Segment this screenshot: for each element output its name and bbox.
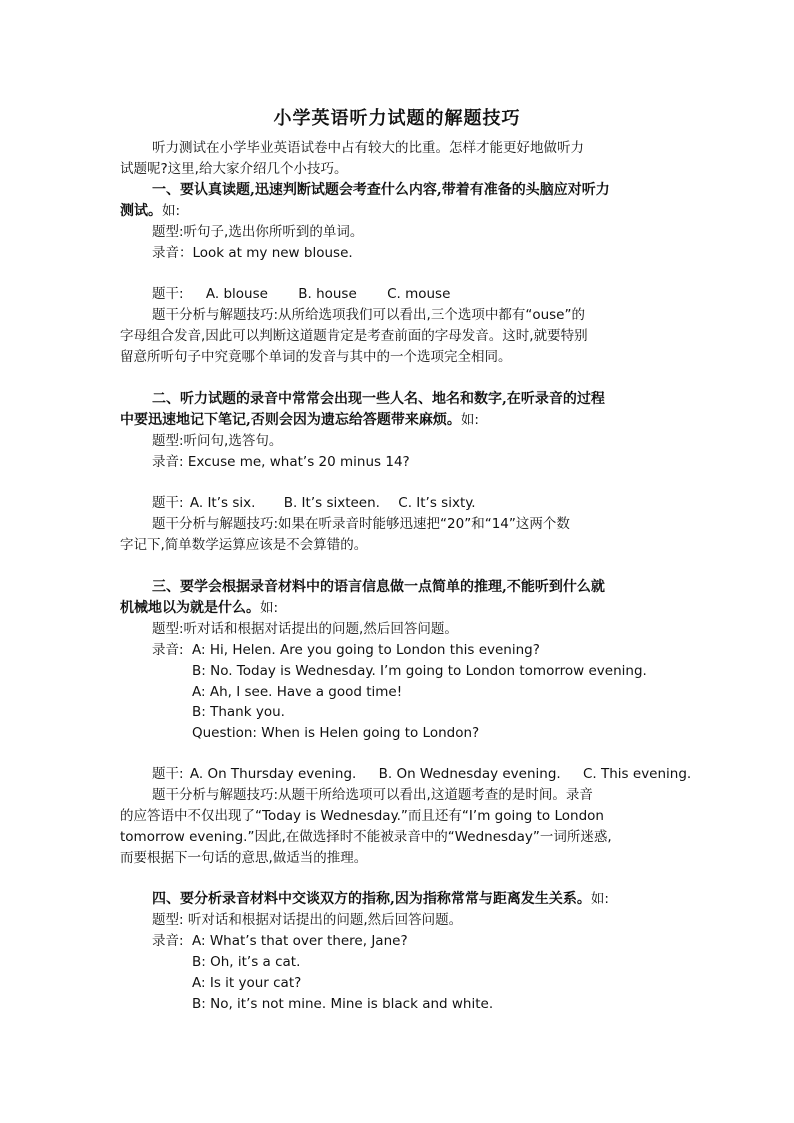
s3-dialog-line: B: No. Today is Wednesday. I’m going to London tomorrow evening.	[192, 663, 647, 679]
s2-option-b: B. It’s sixteen.	[283, 495, 380, 511]
s1-heading-tail: 如:	[162, 203, 181, 219]
s4-dialog-line: B: Oh, it’s a cat.	[192, 954, 301, 970]
s2-analysis-line-1: 题干分析与解题技巧:如果在听录音时能够迅速把“20”和“14”这两个数	[152, 516, 570, 532]
s3-option-c: C. This evening.	[583, 766, 692, 782]
s2-stem	[152, 493, 476, 513]
s2-heading-line-2	[120, 410, 479, 430]
s2-question-type: 题型:听问句,选答句。	[152, 433, 283, 449]
s4-dialog-line: A: What’s that over there, Jane?	[192, 933, 408, 949]
s3-analysis-line-3: tomorrow evening.”因此,在做选择时不能被录音中的“Wednesday”一词所迷惑,	[120, 829, 612, 845]
s1-heading-bold: 测试。	[120, 203, 162, 219]
s1-option-b: B. house	[298, 286, 357, 302]
s1-stem	[152, 284, 450, 304]
intro-line-2: 试题呢?这里,给大家介绍几个小技巧。	[120, 161, 348, 177]
s3-heading-tail: 如:	[260, 600, 279, 616]
s3-dialog-question: Question: When is Helen going to London?	[192, 725, 480, 741]
s1-analysis-line-3: 留意所听句子中究竟哪个单词的发音与其中的一个选项完全相同。	[120, 349, 512, 365]
s3-dialog-line: A: Hi, Helen. Are you going to London this evening?	[192, 642, 540, 658]
s4-dialog-line: B: No, it’s not mine. Mine is black and white.	[192, 996, 494, 1012]
s1-stem-label: 题干:	[152, 286, 184, 302]
s1-heading-line-2	[120, 201, 180, 221]
s3-analysis-line-4: 而要根据下一句话的意思,做适当的推理。	[120, 850, 368, 866]
s3-option-b: B. On Wednesday evening.	[378, 766, 561, 782]
s2-audio: 录音: Excuse me, what’s 20 minus 14?	[152, 454, 410, 470]
s1-analysis-line-1: 题干分析与解题技巧:从所给选项我们可以看出,三个选项中都有“ouse”的	[152, 307, 585, 323]
s4-audio-label: 录音:	[152, 933, 184, 949]
s2-heading-tail: 如:	[460, 412, 479, 428]
s3-audio-label: 录音:	[152, 642, 184, 658]
s1-analysis-line-2: 字母组合发音,因此可以判断这道题肯定是考查前面的字母发音。这时,就要特别	[120, 328, 588, 344]
s2-option-a: A. It’s six.	[189, 495, 256, 511]
s3-heading-line-1: 三、要学会根据录音材料中的语言信息做一点简单的推理,不能听到什么就	[152, 579, 605, 595]
s3-heading-bold: 机械地以为就是什么。	[120, 600, 260, 616]
s3-analysis-line-1: 题干分析与解题技巧:从题干所给选项可以看出,这道题考查的是时间。录音	[152, 787, 593, 803]
s3-stem	[152, 764, 691, 784]
s3-question-type: 题型:听对话和根据对话提出的问题,然后回答问题。	[152, 621, 458, 637]
s1-heading-line-1: 一、要认真读题,迅速判断试题会考查什么内容,带着有准备的头脑应对听力	[152, 182, 610, 198]
s2-heading-bold: 中要迅速地记下笔记,否则会因为遗忘给答题带来麻烦。	[120, 412, 461, 428]
s2-option-c: C. It’s sixty.	[398, 495, 476, 511]
s2-heading-line-1: 二、听力试题的录音中常常会出现一些人名、地名和数字,在听录音的过程	[152, 391, 605, 407]
s2-stem-label: 题干:	[152, 495, 184, 511]
s3-stem-label: 题干:	[152, 766, 184, 782]
s4-heading-bold: 四、要分析录音材料中交谈双方的指称,因为指称常常与距离发生关系。	[152, 891, 591, 907]
s1-option-a: A. blouse	[205, 286, 268, 302]
s4-heading-tail: 如:	[590, 891, 609, 907]
s4-heading	[152, 889, 609, 909]
s3-dialog-line: B: Thank you.	[192, 704, 285, 720]
s1-audio: 录音：Look at my new blouse.	[152, 245, 353, 261]
s3-heading-line-2	[120, 598, 278, 618]
s1-option-c: C. mouse	[387, 286, 451, 302]
s3-option-a: A. On Thursday evening.	[189, 766, 357, 782]
s2-analysis-line-2: 字记下,简单数学运算应该是不会算错的。	[120, 537, 368, 553]
s4-question-type: 题型: 听对话和根据对话提出的问题,然后回答问题。	[152, 912, 463, 928]
intro-line-1: 听力测试在小学毕业英语试卷中占有较大的比重。怎样才能更好地做听力	[152, 140, 584, 156]
s4-dialog-line: A: Is it your cat?	[192, 975, 302, 991]
document-title: 小学英语听力试题的解题技巧	[273, 108, 521, 129]
s3-analysis-line-2: 的应答语中不仅出现了“Today is Wednesday.”而且还有“I’m going to London	[120, 808, 604, 824]
s1-question-type: 题型:听句子,选出你所听到的单词。	[152, 224, 364, 240]
s3-dialog-line: A: Ah, I see. Have a good time!	[192, 684, 403, 700]
